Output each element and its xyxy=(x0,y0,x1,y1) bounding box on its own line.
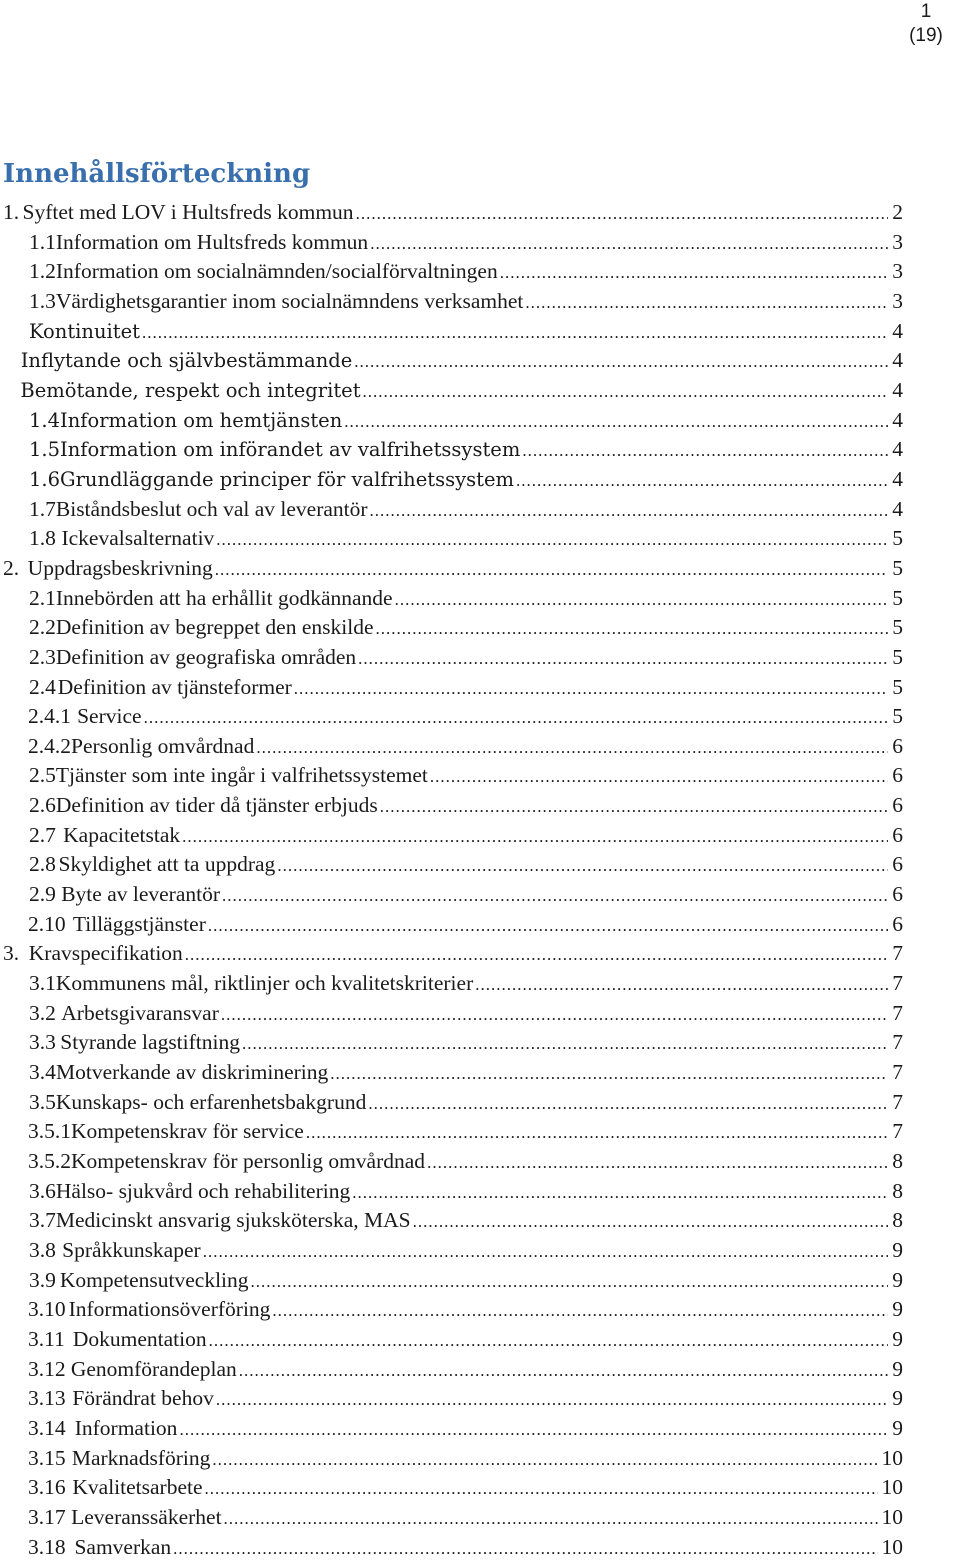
toc-entry-page: 4 xyxy=(892,318,903,343)
toc-entry[interactable] xyxy=(0,1355,903,1385)
toc-entry-number: 2.9 xyxy=(29,882,56,907)
toc-entry-page: 10 xyxy=(881,1534,903,1559)
toc-entry-title: Information om socialnämnden/socialförvaltningen xyxy=(55,259,498,284)
toc-dot-leader xyxy=(142,318,888,348)
toc-dot-leader xyxy=(354,347,888,377)
toc-entry-title: Tjänster som inte ingår i valfrihetssystemet xyxy=(55,763,428,788)
toc-dot-leader xyxy=(380,792,889,822)
toc-entry-number: 2.2 xyxy=(29,615,56,640)
toc-entry-number: 3.15 xyxy=(28,1445,66,1470)
toc-dot-leader xyxy=(430,762,888,792)
toc-entry[interactable] xyxy=(0,1206,903,1236)
toc-entry-number: 2.4.1 xyxy=(28,704,71,729)
toc-entry-page: 4 xyxy=(892,437,903,462)
toc-entry-title: Marknadsföring xyxy=(71,1445,211,1470)
toc-entry[interactable] xyxy=(0,732,903,762)
toc-entry-page: 4 xyxy=(892,407,903,432)
toc-entry-page: 7 xyxy=(892,1060,903,1085)
toc-dot-leader xyxy=(182,822,888,852)
toc-dot-leader xyxy=(368,1089,888,1119)
toc-entry-number: 2.7 xyxy=(29,822,56,847)
toc-entry[interactable] xyxy=(0,939,903,969)
toc-entry-title: Kunskaps- och erfarenhetsbakgrund xyxy=(55,1089,367,1114)
toc-entry[interactable] xyxy=(0,999,903,1029)
toc-entry[interactable] xyxy=(0,1028,903,1058)
toc-entry-page: 9 xyxy=(892,1386,903,1411)
toc-dot-leader xyxy=(294,674,888,704)
toc-dot-leader xyxy=(216,1385,888,1415)
toc-entry-title: Kapacitetstak xyxy=(63,822,181,847)
toc-dot-leader xyxy=(427,1148,888,1178)
toc-dot-leader xyxy=(306,1118,888,1148)
toc-dot-leader xyxy=(203,1237,889,1267)
toc-entry-page: 4 xyxy=(892,377,903,402)
toc-entry[interactable] xyxy=(0,1533,903,1563)
toc-entry-page: 7 xyxy=(892,941,903,966)
toc-entry-title: Kompetenskrav för personlig omvårdnad xyxy=(71,1149,426,1173)
toc-entry[interactable] xyxy=(0,1473,903,1503)
toc-entry[interactable] xyxy=(0,1058,903,1088)
toc-entry-title: Information om införandet av valfrihetssystem xyxy=(60,438,521,462)
toc-entry-title: Arbetsgivaransvar xyxy=(61,1000,219,1025)
toc-dot-leader xyxy=(500,258,889,288)
toc-entry-page: 5 xyxy=(892,555,903,580)
toc-dot-leader xyxy=(352,1178,888,1208)
toc-entry-number: 3.5.1 xyxy=(28,1119,71,1144)
toc-entry[interactable] xyxy=(0,880,903,910)
toc-dot-leader xyxy=(370,496,889,526)
toc-entry-title: Definition av begreppet den enskilde xyxy=(55,615,374,640)
toc-dot-leader xyxy=(272,1296,888,1326)
toc-entry-number: 3.1 xyxy=(29,971,56,996)
toc-entry-title: Information xyxy=(74,1415,178,1440)
toc-entry-title: Informationsöverföring xyxy=(68,1297,271,1322)
toc-entry-title: Syftet med LOV i Hultsfreds kommun xyxy=(22,200,354,224)
toc-entry-title: Språkkunskaper xyxy=(62,1237,201,1262)
toc-entry[interactable] xyxy=(0,791,903,821)
toc-entry[interactable] xyxy=(0,1117,903,1147)
toc-entry-page: 4 xyxy=(892,496,903,521)
toc-entry-page: 3 xyxy=(892,259,903,284)
toc-entry-page: 7 xyxy=(892,1030,903,1055)
toc-entry-title: Genomförandeplan xyxy=(70,1356,237,1381)
toc-entry-number: 3.5.2 xyxy=(28,1149,71,1173)
toc-entry-page: 6 xyxy=(892,882,903,907)
toc-entry-number: 1.2 xyxy=(29,259,56,284)
toc-entry[interactable] xyxy=(0,1384,903,1414)
toc-entry[interactable] xyxy=(0,1088,903,1118)
toc-entry-number: 1.4 xyxy=(29,408,61,432)
toc-entry-number: 3.4 xyxy=(29,1060,56,1085)
toc-entry-page: 6 xyxy=(892,733,903,758)
toc-entry[interactable] xyxy=(0,821,903,851)
toc-entry-page: 9 xyxy=(892,1267,903,1292)
toc-dot-leader xyxy=(224,1504,878,1534)
toc-entry[interactable] xyxy=(0,495,903,525)
toc-title: Innehållsförteckning xyxy=(3,159,311,189)
toc-dot-leader xyxy=(344,407,888,437)
toc-entry-number: 1.5 xyxy=(29,438,61,462)
toc-entry-title: Hälso- sjukvård och rehabilitering xyxy=(55,1178,351,1203)
toc-dot-leader xyxy=(395,585,889,615)
toc-dot-leader xyxy=(179,1415,888,1445)
toc-entry[interactable] xyxy=(0,1325,903,1355)
toc-entry-number: 3.18 xyxy=(28,1534,66,1559)
toc-entry-page: 10 xyxy=(881,1445,903,1470)
toc-entry-page: 5 xyxy=(892,674,903,699)
toc-dot-leader xyxy=(356,199,889,229)
toc-entry-number: 2.8 xyxy=(29,852,56,877)
toc-entry-page: 9 xyxy=(892,1415,903,1440)
toc-entry[interactable] xyxy=(0,435,903,465)
toc-dot-leader xyxy=(475,970,888,1000)
toc-entry-page: 4 xyxy=(892,466,903,491)
toc-entry-title: Personlig omvårdnad xyxy=(71,733,255,758)
toc-entry-title: Innebörden att ha erhållit godkännande xyxy=(55,585,393,610)
toc-entry-number: 2. xyxy=(3,555,20,580)
toc-entry-number: 3.11 xyxy=(28,1326,65,1351)
toc-entry[interactable] xyxy=(0,1444,903,1474)
toc-entry[interactable] xyxy=(0,1295,903,1325)
toc-entry[interactable] xyxy=(0,317,903,347)
toc-entry-page: 8 xyxy=(892,1208,903,1233)
toc-dot-leader xyxy=(173,1534,877,1563)
toc-entry[interactable] xyxy=(0,198,903,228)
toc-entry-number: 1.8 xyxy=(29,526,56,551)
toc-dot-leader xyxy=(185,940,888,970)
toc-entry-page: 9 xyxy=(892,1237,903,1262)
toc-dot-leader xyxy=(209,1326,889,1356)
toc-entry[interactable] xyxy=(0,1147,903,1177)
toc-entry-page: 9 xyxy=(892,1297,903,1322)
toc-entry-number: 1.1 xyxy=(29,229,56,254)
toc-dot-leader xyxy=(413,1207,889,1237)
toc-entry-number: 1.6 xyxy=(29,467,61,491)
toc-entry-number: 2.4.2 xyxy=(28,733,71,758)
toc-entry-title: Styrande lagstiftning xyxy=(60,1030,240,1055)
toc-entry-number: 2.5 xyxy=(29,763,56,788)
toc-entry-number: 3.10 xyxy=(28,1297,66,1322)
toc-entry-title: Bemötande, respekt och integritet xyxy=(20,378,361,402)
toc-entry-title: Service xyxy=(77,704,142,729)
toc-dot-leader xyxy=(363,377,889,407)
toc-entry-number: 3.16 xyxy=(28,1475,66,1500)
toc-dot-leader xyxy=(330,1059,888,1089)
toc-entry-title: Biståndsbeslut och val av leverantör xyxy=(55,496,368,521)
toc-entry-page: 6 xyxy=(892,793,903,818)
toc-dot-leader xyxy=(251,1267,889,1297)
toc-entry-title: Dokumentation xyxy=(72,1326,207,1351)
page-total: (19) xyxy=(909,25,943,46)
toc-entry[interactable] xyxy=(0,465,903,495)
toc-entry-number: 2.3 xyxy=(29,644,56,669)
toc-entry[interactable] xyxy=(0,643,903,673)
toc-entry-number: 2.4 xyxy=(29,674,56,699)
toc-entry-number: 3.2 xyxy=(29,1000,56,1025)
toc-entry[interactable] xyxy=(0,1266,903,1296)
toc-entry-page: 10 xyxy=(881,1475,903,1500)
toc-entry-number: 3.12 xyxy=(28,1356,66,1381)
toc-dot-leader xyxy=(221,1000,888,1030)
toc-entry[interactable] xyxy=(0,524,903,554)
toc-entry[interactable] xyxy=(0,228,903,258)
toc-entry-page: 6 xyxy=(892,763,903,788)
toc-entry-page: 3 xyxy=(892,288,903,313)
toc-dot-leader xyxy=(216,525,888,555)
toc-entry-page: 2 xyxy=(892,200,903,224)
page-number xyxy=(896,0,956,48)
page-current: 1 xyxy=(920,1,932,22)
toc-entry-number: 3.8 xyxy=(29,1237,56,1262)
toc-entry-page: 6 xyxy=(892,852,903,877)
toc-entry-number: 2.6 xyxy=(29,793,56,818)
toc-dot-leader xyxy=(516,466,888,496)
toc-entry-number: 3.9 xyxy=(29,1267,56,1292)
toc-entry[interactable] xyxy=(0,1414,903,1444)
toc-entry-number: 2.1 xyxy=(29,585,56,610)
toc-entry-title: Leveranssäkerhet xyxy=(71,1504,222,1529)
toc-entry-number: 3.7 xyxy=(29,1208,56,1233)
toc-entry-number: 3.14 xyxy=(28,1415,66,1440)
toc-entry-title: Information om hemtjänsten xyxy=(60,408,343,432)
toc-entry[interactable] xyxy=(0,554,903,584)
toc-entry-title: Ickevalsalternativ xyxy=(61,526,215,551)
toc-entry-title: Kravspecifikation xyxy=(28,941,183,966)
toc-entry-number: 3.5 xyxy=(29,1089,56,1114)
toc-entry-number: 3.3 xyxy=(29,1030,56,1055)
toc-entry-number: 1.7 xyxy=(29,496,56,521)
toc-dot-leader xyxy=(215,555,888,585)
toc-entry[interactable] xyxy=(0,969,903,999)
toc-entry[interactable] xyxy=(0,257,903,287)
toc-entry-page: 4 xyxy=(892,348,903,373)
toc-entry-title: Byte av leverantör xyxy=(61,882,221,907)
toc-entry-title: Skyldighet att ta uppdrag xyxy=(58,852,276,877)
toc-entry-page: 10 xyxy=(881,1504,903,1529)
toc-entry-title: Kompetenskrav för service xyxy=(71,1119,304,1144)
toc-dot-leader xyxy=(370,229,888,259)
toc-entry-number: 2.10 xyxy=(28,911,66,936)
toc-entry[interactable] xyxy=(0,910,903,940)
toc-dot-leader xyxy=(256,733,888,763)
toc-entry[interactable] xyxy=(0,613,903,643)
toc-entry-page: 5 xyxy=(892,585,903,610)
toc-entry-title: Information om Hultsfreds kommun xyxy=(55,229,369,254)
toc-entry-page: 7 xyxy=(892,971,903,996)
toc-entry[interactable] xyxy=(0,1177,903,1207)
toc-dot-leader xyxy=(222,881,888,911)
toc-entry-title: Kvalitetsarbete xyxy=(72,1475,203,1500)
toc-entry-page: 7 xyxy=(892,1119,903,1144)
toc-entry-title: Samverkan xyxy=(74,1534,172,1559)
toc-entry-page: 8 xyxy=(892,1178,903,1203)
toc-entry-title: Grundläggande principer för valfrihetssystem xyxy=(60,467,515,491)
toc-entry-title: Uppdragsbeskrivning xyxy=(27,555,213,580)
toc-entry[interactable] xyxy=(0,584,903,614)
toc-dot-leader xyxy=(522,436,888,466)
toc-entry-title: Värdighetsgarantier inom socialnämndens verksamhet xyxy=(55,288,524,313)
toc-entry-title: Definition av geografiska områden xyxy=(55,644,357,669)
toc-entry-title: Förändrat behov xyxy=(72,1386,214,1411)
toc-entry-title: Inflytande och självbestämmande xyxy=(20,349,353,373)
toc-dot-leader xyxy=(242,1029,888,1059)
toc-entry[interactable] xyxy=(0,850,903,880)
toc-entry-number: 3. xyxy=(3,941,20,966)
toc-entry-page: 9 xyxy=(892,1356,903,1381)
toc-entry-page: 8 xyxy=(892,1149,903,1173)
toc-entry-page: 3 xyxy=(892,229,903,254)
toc-entry[interactable] xyxy=(0,1236,903,1266)
toc-entry-number: 3.6 xyxy=(29,1178,56,1203)
toc-entry[interactable] xyxy=(0,673,903,703)
toc-list xyxy=(0,198,903,1562)
toc-entry[interactable] xyxy=(0,346,903,376)
toc-entry-title: Kontinuitet xyxy=(28,319,140,343)
toc-entry-title: Kompetensutveckling xyxy=(59,1267,249,1292)
toc-dot-leader xyxy=(376,614,889,644)
toc-dot-leader xyxy=(208,911,888,941)
toc-dot-leader xyxy=(212,1445,877,1475)
toc-entry-page: 9 xyxy=(892,1326,903,1351)
toc-entry[interactable] xyxy=(0,406,903,436)
toc-entry[interactable] xyxy=(0,761,903,791)
toc-entry-number: 3.17 xyxy=(28,1504,66,1529)
toc-entry-title: Kommunens mål, riktlinjer och kvalitetskriterier xyxy=(55,971,474,996)
toc-dot-leader xyxy=(239,1356,888,1386)
toc-entry[interactable] xyxy=(0,376,903,406)
toc-entry-page: 7 xyxy=(892,1000,903,1025)
toc-entry-number: 3.13 xyxy=(28,1386,66,1411)
toc-entry-number: 1.3 xyxy=(29,288,56,313)
toc-entry-page: 5 xyxy=(892,615,903,640)
toc-entry-page: 5 xyxy=(892,704,903,729)
toc-entry-title: Medicinskt ansvarig sjuksköterska, MAS xyxy=(55,1208,411,1233)
toc-entry-page: 6 xyxy=(892,911,903,936)
toc-entry-title: Definition av tjänsteformer xyxy=(57,674,292,699)
toc-entry-number: 1. xyxy=(3,200,20,224)
toc-entry-page: 5 xyxy=(892,526,903,551)
toc-entry[interactable] xyxy=(0,702,903,732)
toc-entry-page: 6 xyxy=(892,822,903,847)
toc-entry-title: Tilläggstjänster xyxy=(72,911,206,936)
toc-entry-title: Motverkande av diskriminering xyxy=(55,1060,329,1085)
toc-dot-leader xyxy=(358,644,888,674)
toc-dot-leader xyxy=(144,703,889,733)
toc-dot-leader xyxy=(205,1474,878,1504)
toc-dot-leader xyxy=(277,851,888,881)
toc-dot-leader xyxy=(525,288,888,318)
toc-entry[interactable] xyxy=(0,287,903,317)
toc-entry-page: 5 xyxy=(892,644,903,669)
toc-entry[interactable] xyxy=(0,1503,903,1533)
toc-entry-page: 7 xyxy=(892,1089,903,1114)
toc-entry-title: Definition av tider då tjänster erbjuds xyxy=(55,793,378,818)
